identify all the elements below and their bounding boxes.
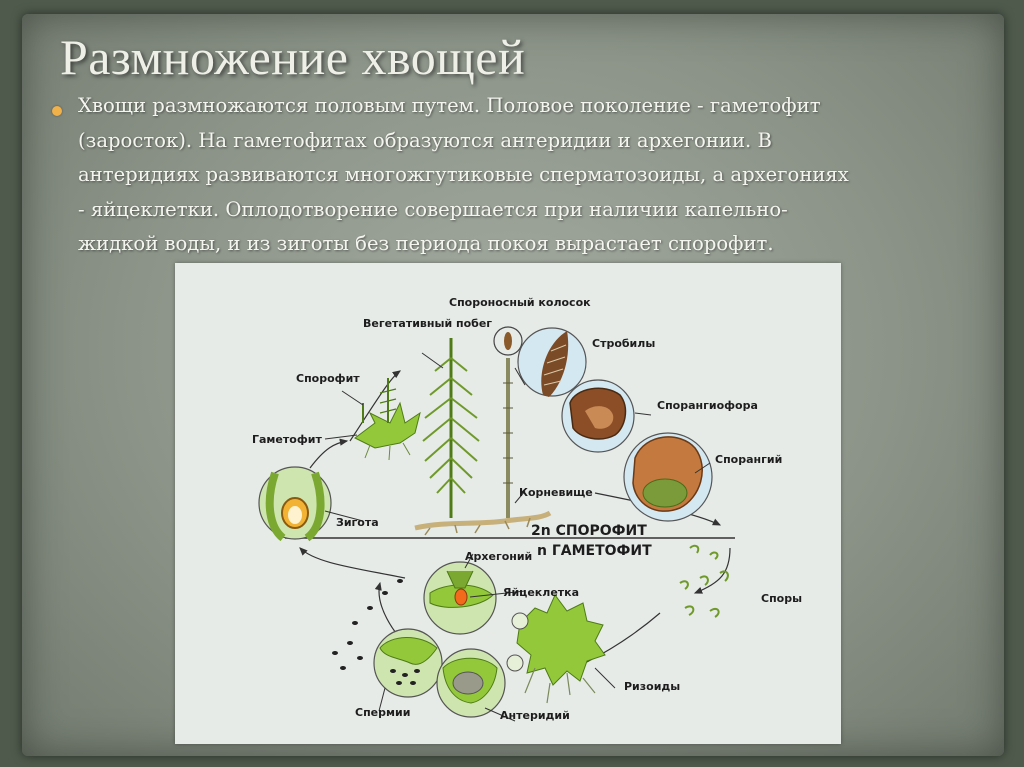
- label-gametophyte: Гаметофит: [252, 433, 322, 446]
- bullet-line: антеридиях развиваются многожгутиковые сперматозоиды, а архегониях: [78, 163, 849, 187]
- cycle-arrow: [300, 548, 405, 578]
- spores-illustration: [680, 546, 728, 617]
- sporangiophore-illustration: [562, 380, 634, 452]
- label-sporangiophore: Спорангиофора: [657, 399, 758, 412]
- label-rhizome: Корневище: [519, 486, 593, 499]
- sperm-release-illustration: [374, 629, 442, 697]
- bullet-line: жидкой воды, и из зиготы без периода покоя вырастает спорофит.: [78, 232, 774, 256]
- label-rhizoids: Ризоиды: [624, 680, 681, 693]
- label-spore-spike: Спороносный колосок: [449, 296, 591, 309]
- label-sperm: Спермии: [355, 706, 411, 719]
- label-vegetative-shoot: Вегетативный побег: [363, 317, 493, 330]
- sporangium-illustration: [624, 433, 712, 521]
- label-generation-2n: 2n СПОРОФИТ: [531, 523, 647, 539]
- label-strobili: Стробилы: [592, 337, 656, 350]
- spore-shoot-illustration: [494, 327, 522, 518]
- label-zygote: Зигота: [336, 516, 379, 529]
- strobili-illustration: [518, 328, 586, 397]
- bullet-line: Хвощи размножаются половым путем. Половое поколение - гаметофит: [78, 94, 821, 117]
- lifecycle-diagram-svg: [175, 263, 841, 744]
- label-sporangium: Спорангий: [715, 453, 783, 466]
- archegonium-illustration: [424, 562, 496, 634]
- bullet-icon: [52, 106, 62, 116]
- antheridium-illustration: [437, 649, 505, 717]
- slide-title: Размножение хвощей: [60, 29, 526, 85]
- label-archegonium: Архегоний: [465, 550, 533, 563]
- label-antheridium: Антеридий: [500, 709, 570, 722]
- label-egg-cell: Яйцеклетка: [503, 586, 580, 599]
- lifecycle-diagram: [175, 263, 841, 744]
- bullet-line: (заросток). На гаметофитах образуются антеридии и архегонии. В: [78, 128, 772, 152]
- label-spores: Споры: [761, 592, 803, 605]
- bullet-text: [78, 89, 998, 262]
- mature-gametophyte-illustration: [507, 595, 605, 703]
- label-generation-n: n ГАМЕТОФИТ: [537, 543, 652, 559]
- bullet-line: - яйцеклетки. Оплодотворение совершается при наличии капельно-: [78, 197, 788, 221]
- rhizome-illustration: [415, 513, 550, 535]
- vegetative-shoot-illustration: [423, 338, 479, 518]
- zygote-illustration: [259, 467, 331, 539]
- label-sporophyte: Спорофит: [296, 372, 360, 385]
